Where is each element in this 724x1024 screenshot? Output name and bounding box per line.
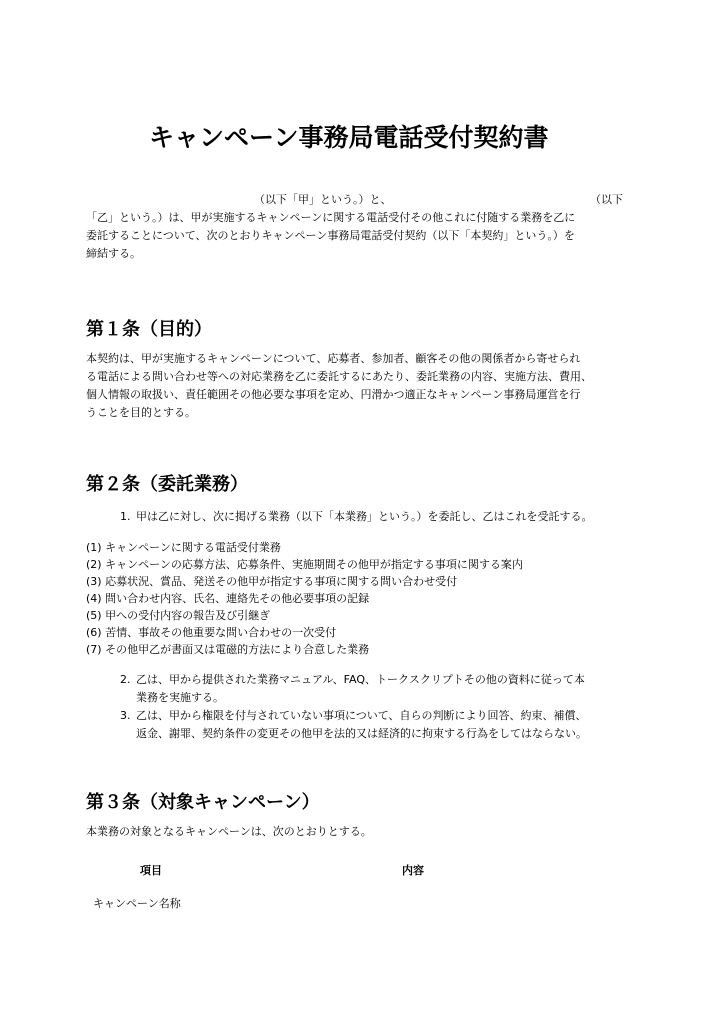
- article-line: 本契約は、甲が実施するキャンペーンについて、応募者、参加者、顧客その他の関係者から寄せられ: [86, 352, 581, 365]
- article-line: うことを目的とする。: [86, 406, 196, 419]
- intro-line: （以下: [590, 193, 623, 206]
- intro-line: 委託することについて、次のとおりキャンペーン事務局電話受付契約（以下「本契約」という。）を: [86, 229, 575, 242]
- intro-line: 締結する。: [86, 247, 141, 260]
- article-line: 個人情報の取扱い、責任範囲その他必要な事項を定め、円滑かつ適正なキャンペーン事務局運営を行: [86, 388, 581, 401]
- sub-list-item: (2) キャンペーンの応募方法、応募条件、実施期間その他甲が指定する事項に関する案内: [86, 558, 523, 571]
- intro-line: 「乙」という。）は、甲が実施するキャンペーンに関する電話受付その他これに付随する業務を乙に: [86, 211, 576, 224]
- article-heading: 第２条（委託業務）: [86, 474, 248, 495]
- list-item-text: 乙は、甲から提供された業務マニュアル、FAQ、トークスクリプトその他の資料に従って本: [136, 673, 585, 686]
- list-item-text: 甲は乙に対し、次に掲げる業務（以下「本業務」という。）を委託し、乙はこれを受託する。: [136, 510, 593, 523]
- list-item-number: 1.: [120, 510, 131, 523]
- article-line: 本業務の対象となるキャンペーンは、次のとおりとする。: [86, 825, 372, 838]
- sub-list-item: (1) キャンペーンに関する電話受付業務: [86, 541, 281, 554]
- article-line: る電話による問い合わせ等への対応業務を乙に委託するにあたり、委託業務の内容、実施方法、費用、: [86, 370, 592, 383]
- article-heading: 第３条（対象キャンペーン）: [86, 792, 320, 813]
- sub-list-item: (3) 応募状況、賞品、発送その他甲が指定する事項に関する問い合わせ受付: [86, 575, 458, 588]
- intro-line: （以下「甲」という。）と、: [254, 193, 392, 206]
- list-item-text: 業務を実施する。: [136, 691, 224, 704]
- list-item-text: 乙は、甲から権限を付与されていない事項について、自らの判断により回答、約束、補償、: [136, 709, 587, 722]
- list-item-number: 2.: [120, 673, 131, 686]
- list-item-text: 返金、謝罪、契約条件の変更その他甲を法的又は経済的に拘束する行為をしてはならない。: [136, 727, 587, 740]
- table-header-content: 内容: [402, 864, 424, 877]
- article-heading: 第１条（目的）: [86, 319, 212, 340]
- table-header-item: 項目: [140, 864, 162, 877]
- sub-list-item: (7) その他甲乙が書面又は電磁的方法により合意した業務: [86, 643, 370, 656]
- sub-list-item: (4) 問い合わせ内容、氏名、連絡先その他必要事項の記録: [86, 592, 370, 605]
- sub-list-item: (5) 甲への受付内容の報告及び引継ぎ: [86, 609, 271, 622]
- sub-list-item: (6) 苦情、事故その他重要な問い合わせの一次受付: [86, 626, 337, 639]
- document-title: キャンペーン事務局電話受付契約書: [149, 123, 549, 152]
- table-cell-label: キャンペーン名称: [93, 897, 181, 910]
- list-item-number: 3.: [120, 709, 131, 722]
